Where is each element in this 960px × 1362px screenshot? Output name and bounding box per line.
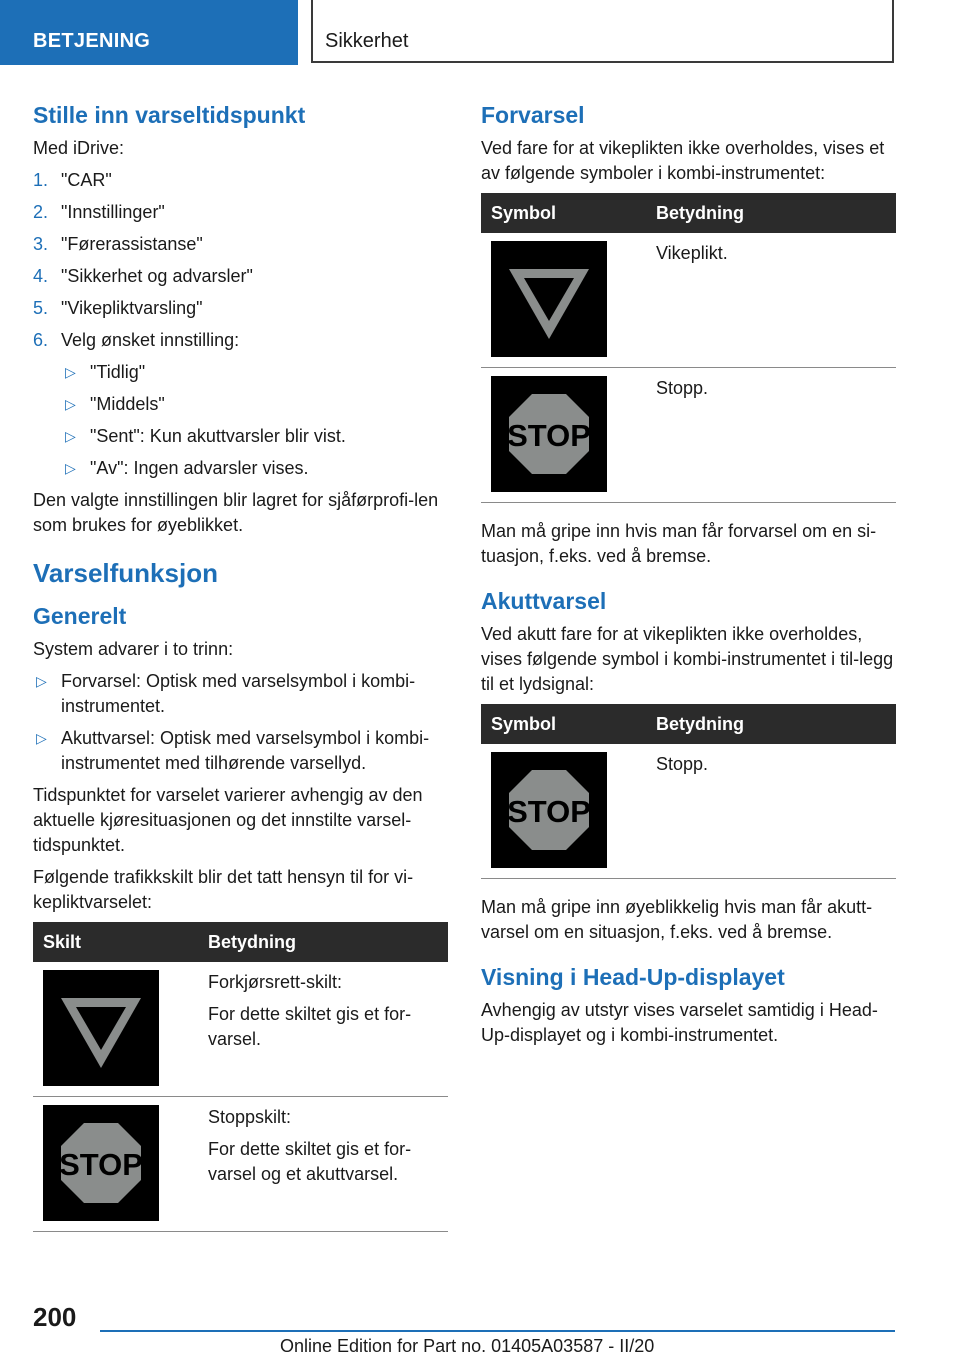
option-item: ▷ "Middels" — [33, 392, 448, 417]
heading-general: Generelt — [33, 603, 127, 629]
table-header-symbol: Symbol — [481, 193, 646, 233]
idrive-intro: Med iDrive: — [33, 138, 125, 158]
stages-intro: System advarer i to trinn: — [33, 639, 234, 659]
meaning-cell: Stopp. — [646, 744, 896, 879]
stop-sign-label: STOP — [507, 418, 591, 453]
signs-intro: Følgende trafikkskilt blir det tatt hensyn til for vi-kepliktvarselet: — [33, 867, 414, 912]
step-item: 5. "Vikepliktvarsling" — [33, 298, 203, 318]
section-tab — [0, 0, 298, 65]
stop-sign-label: STOP — [59, 1147, 143, 1182]
table-row — [33, 1097, 448, 1232]
table-header-sign: Skilt — [33, 922, 198, 962]
heading-acute-warning: Akuttvarsel — [481, 588, 607, 614]
timing-note: Tidspunktet for varselet varierer avhengig av den aktuelle kjøresituasjonen og det innstilte varsel-tidspunktet. — [33, 785, 423, 855]
meaning-cell: Vikeplikt. — [646, 233, 896, 368]
yield-sign-icon — [43, 970, 159, 1086]
left-column — [33, 100, 448, 1238]
triangle-bullet-icon: ▷ — [65, 460, 76, 476]
pre-warning-table — [481, 193, 896, 503]
table-header-meaning: Betydning — [646, 193, 896, 233]
heading-hud: Visning i Head-Up-displayet — [481, 964, 785, 990]
table-header-symbol: Symbol — [481, 704, 646, 744]
triangle-bullet-icon: ▷ — [65, 396, 76, 412]
meaning-cell: Stopp. — [646, 368, 896, 503]
step-item: 3. "Førerassistanse" — [33, 234, 203, 254]
triangle-bullet-icon: ▷ — [36, 673, 47, 689]
table-row — [481, 368, 896, 503]
footer-divider — [100, 1330, 895, 1332]
meaning-line: Forkjørsrett-skilt: — [208, 972, 342, 992]
chapter-title: Sikkerhet — [325, 30, 409, 52]
meaning-line: For dette skiltet gis et for-varsel. — [208, 1004, 412, 1049]
option-item: ▷ "Av": Ingen advarsler vises. — [33, 456, 448, 481]
heading-warning-function: Varselfunksjon — [33, 558, 218, 588]
pre-warning-after: Man må gripe inn hvis man får forvarsel om en si-tuasjon, f.eks. ved å bremse. — [481, 521, 877, 566]
hud-text: Avhengig av utstyr vises varselet samtidig i Head-Up-displayet og i kombi-instrumentet. — [481, 1000, 878, 1045]
section-title: BETJENING — [33, 30, 151, 52]
table-row — [481, 744, 896, 879]
edition-note: Online Edition for Part no. 01405A03587 - II/20 — [280, 1336, 655, 1356]
stage-item: ▷ Akuttvarsel: Optisk med varselsymbol i kombi-instrumentet med tilhørende varsellyd. — [36, 728, 430, 773]
stop-sign-icon — [43, 1105, 159, 1221]
warning-stages — [33, 669, 448, 776]
acute-warning-after: Man må gripe inn øyeblikkelig hvis man får akutt-varsel om en situasjon, f.eks. ved å bremse. — [481, 897, 873, 942]
page-number: 200 — [33, 1302, 77, 1332]
step-item: 2. "Innstillinger" — [33, 202, 165, 222]
triangle-bullet-icon: ▷ — [65, 364, 76, 380]
heading-pre-warning: Forvarsel — [481, 102, 585, 128]
stop-sign-icon — [491, 752, 607, 868]
chapter-tab — [311, 0, 894, 63]
table-header-meaning: Betydning — [646, 704, 896, 744]
pre-warning-text: Ved fare for at vikeplikten ikke overholdes, vises et av følgende symboler i kombi-instrumentet: — [481, 138, 885, 183]
yield-sign-icon — [491, 241, 607, 357]
setting-options — [33, 360, 448, 481]
stop-sign-icon — [491, 376, 607, 492]
acute-warning-table — [481, 704, 896, 879]
table-header-meaning: Betydning — [198, 922, 448, 962]
right-column — [481, 100, 896, 1055]
heading-set-warning-time: Stille inn varseltidspunkt — [33, 102, 306, 128]
meaning-line: For dette skiltet gis et for-varsel og et akuttvarsel. — [208, 1139, 412, 1184]
option-item: ▷ "Tidlig" — [33, 360, 448, 385]
option-item: ▷ "Sent": Kun akuttvarsler blir vist. — [33, 424, 448, 449]
table-row — [33, 962, 448, 1097]
acute-warning-text: Ved akutt fare for at vikeplikten ikke overholdes, vises følgende symbol i kombi-instrumentet i til-legg til et lydsignal: — [481, 624, 894, 694]
stage-item: ▷ Forvarsel: Optisk med varselsymbol i kombi-instrumentet. — [36, 671, 416, 716]
signs-table — [33, 922, 448, 1232]
step-item: 6. Velg ønsket innstilling: — [33, 330, 240, 350]
triangle-bullet-icon: ▷ — [65, 428, 76, 444]
table-row — [481, 233, 896, 368]
setting-steps — [33, 168, 448, 353]
stop-sign-label: STOP — [507, 794, 591, 829]
meaning-line: Stoppskilt: — [208, 1107, 292, 1127]
step-item: 4. "Sikkerhet og advarsler" — [33, 266, 253, 286]
step-item: 1. "CAR" — [33, 170, 112, 190]
triangle-bullet-icon: ▷ — [36, 730, 47, 746]
saved-note: Den valgte innstillingen blir lagret for sjåførprofi-len som brukes for øyeblikket. — [33, 490, 439, 535]
